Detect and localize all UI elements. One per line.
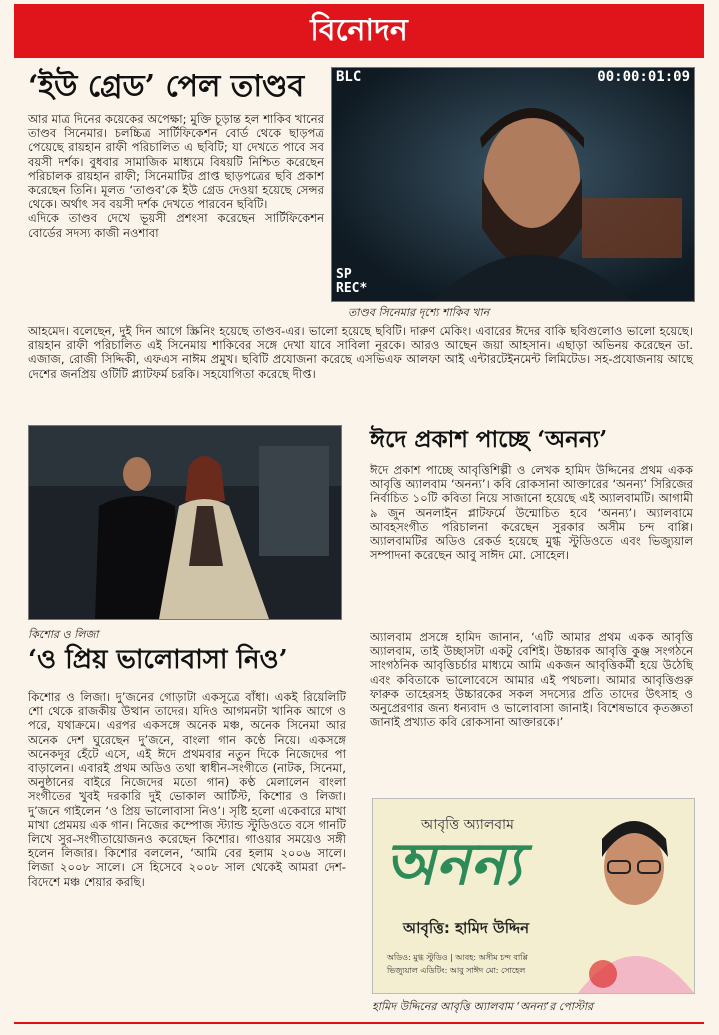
poster-credits-1: অডিও: মুগ্ধ স্টুডিও | আবহ: অসীম চন্দ বাপ্পি <box>387 953 528 962</box>
story1-photo-caption: তাণ্ডব সিনেমার দৃশ্যে শাকিব খান <box>348 306 490 319</box>
section-banner <box>14 4 704 58</box>
story2-photo <box>28 425 342 620</box>
poster-album-label: আবৃত্তি অ্যালবাম <box>421 817 514 833</box>
story3-poster-caption: হামিদ উদ্দিনের আবৃত্তি অ্যালবাম ‘অনন্য’র পোস্টার <box>372 1000 594 1013</box>
story2-headline: ‘ও প্রিয় ভালোবাসা নিও’ <box>28 645 288 675</box>
bottom-divider <box>14 1022 704 1024</box>
photo-overlay-label: BLC <box>336 69 362 85</box>
artist-portrait-image <box>578 799 694 993</box>
story1-headline: ‘ইউ গ্রেড’ পেল তাণ্ডব <box>28 69 305 104</box>
poster-artist: আবৃত্তি: হামিদ উদ্দিন <box>403 919 530 937</box>
poster-title: অনন্য <box>385 830 522 898</box>
story1-photo <box>331 67 695 302</box>
film-still-image <box>332 68 694 301</box>
story3-para2: অ্যালবাম প্রসঙ্গে হামিদ জানান, ‘এটি আমার প্রথম একক আবৃত্তি অ্যালবাম, তাই উচ্ছাসটা একটু বেশিই। উচ্চারক আবৃত্তি কুঞ্জ সংগঠনে সাংগঠনিক আবৃত্তিচর্চার মাধ্যমে আমি একজন আবৃত্তিকর্মী হয়ে উঠেছি এবং কবিতাকে ভালোবেসে আমার এই পথচলা। আমার আবৃত্তিগুরু ফারুক তাহেরসহ উচ্চারকের সকল সদস্যের প্রতি তাদের উৎসাহ ও অনুপ্রেরণার জন্য ধন্যবাদ ও ভালোবাসা জানাই। বিশেষভাবে কৃতজ্ঞতা জানাই প্রখ্যাত কবি রোকসানা আক্তারকে।’ <box>370 630 693 730</box>
story1-full-text: আহমেদ। বলেছেন, দুই দিন আগে স্ক্রিনিং হয়েছে তাণ্ডব-এর। ভালো হয়েছে ছবিটি। দারুণ মেকিং। এবারের ঈদের বাকি ছবিগুলোও ভালো হয়েছে। রায়হান রাফী পরিচালিত এই সিনেমায় শাকিবের সঙ্গে দেখা যাবে সাবিলা নূরকে। আরও আছেন জয়া আহসান। এছাড়া অভিনয় করেছেন ডা. এজাজ, রোজী সিদ্দিকী, এফএস নাঈম প্রমুখ। ছবিটি প্রযোজনা করেছে এসভিএফ আলফা আই এন্টারটেইনমেন্ট লিমিটেড। সহ-প্রযোজনায় আছে দেশের জনপ্রিয় ওটিটি প্ল্যাটফর্ম চরকি। সহযোগিতা করেছে দীপ্ত। <box>28 324 693 381</box>
album-poster <box>372 798 695 994</box>
story1-column-text: আর মাত্র দিনের কয়েকের অপেক্ষা; মুক্তি চূড়ান্ত হল শাকিব খানের তাণ্ডব সিনেমার। চলচ্চিত্র সার্টিফিকেশন বোর্ড থেকে ছাড়পত্র পেয়েছে রায়হান রাফী পরিচালিত এ ছবিটি; যা দেখতে পাবে সব বয়সী দর্শক। বুধবার সামাজিক মাধ্যমে বিষয়টি নিশ্চিত করেছেন পরিচালক রায়হান রাফী; সিনেমাটির প্রাপ্ত ছাড়পত্রের ছবি প্রকাশ করেছেন তিনি। মূলত ‘তাণ্ডব’কে ইউ গ্রেড দেওয়া হয়েছে সেন্সর থেকে। অর্থাৎ সব বয়সী দর্শক দেখতে পারবেন ছবিটি। এদিকে তাণ্ডব দেখে ভূয়সী প্রশংসা করেছেন সার্টিফিকেশন বোর্ডের সদস্য কাজী নওশাবা <box>28 112 324 240</box>
story2-photo-caption: কিশোর ও লিজা <box>28 628 99 641</box>
poster-credits-2: ভিজ্যুয়াল এডিটিং: আবু সাঈদ মো: সোহেল <box>387 966 526 975</box>
story3-para1: ঈদে প্রকাশ পাচ্ছে আবৃত্তিশিল্পী ও লেখক হামিদ উদ্দিনের প্রথম একক আবৃত্তি অ্যালবাম ‘অনন্য’। কবি রোকসানা আক্তারের ‘অনন্য’ সিরিজের নির্বাচিত ১০টি কবিতা নিয়ে সাজানো হয়েছে এই অ্যালবামটি। আগামী ৯ জুন অনলাইন প্লাটফর্মে উন্মোচিত হবে ‘অনন্য’। অ্যালবামে আবহসংগীত পরিচালনা করেছেন সুরকার অসীম চন্দ বাপ্পি। অ্যালবামটির অডিও রেকর্ড হয়েছে মুগ্ধ স্টুডিওতে এবং ভিজ্যুয়াল সম্পাদনা করেছেন আবু সাঈদ মো. সোহেল। <box>370 463 693 563</box>
photo-timecode: 00:00:01:09 <box>597 69 690 85</box>
photo-rec-label: SP REC* <box>336 267 368 296</box>
story2-text: কিশোর ও লিজা। দু’জনের গোড়াটা একসূত্রে বাঁধা। একই রিয়েলিটি শো থেকে রাজকীয় উত্থান তাদের। যদিও আগমনটা খানিক আগে ও পরে, যথাক্রমে। এরপর একসঙ্গে অনেক মঞ্চ, অনেক সিনেমা আর অনেক দেশ ঘুরেছেন দু’জনে, বাংলা গান কণ্ঠে নিয়ে। একসঙ্গে অনেকদূর হেঁটে এসে, এই ঈদে প্রথমবার নতুন দিকে নিজেদের পা বাড়ালেন। এবারই প্রথম অডিও তথা স্বাধীন-সংগীতে (নাটক, সিনেমা, অনুষ্ঠানের বাইরে নিজেদের মতো গান) কণ্ঠ মেলালেন বাংলা সংগীতের খুবই দরকারি দুই ভোকাল আর্টিস্ট, কিশোর ও লিজা। দু’জনে গাইলেন ‘ও প্রিয় ভালোবাসা নিও’। সৃষ্টি হলো একেবারে মাখা মাখা প্রেমময় এক গান। নিজের কম্পোজ স্ট্যান্ড স্টুডিওতে বসে গানটি লিখে সুর-সংগীতায়োজনও করেছেন কিশোর। গাওয়ার সময়েও সঙ্গী হলেন লিজার। কিশোর বললেন, ‘আমি বের হলাম ২০০৬ সালে। লিজা ২০০৮ সালে। সে হিসেবে ২০০৮ সাল থেকেই আমরা দেশ-বিদেশে মঞ্চ শেয়ার করছি। <box>28 690 346 889</box>
section-title: বিনোদন <box>310 12 408 48</box>
story3-headline: ঈদে প্রকাশ পাচ্ছে ‘অনন্য’ <box>370 426 608 453</box>
singers-photo-image <box>29 426 341 619</box>
